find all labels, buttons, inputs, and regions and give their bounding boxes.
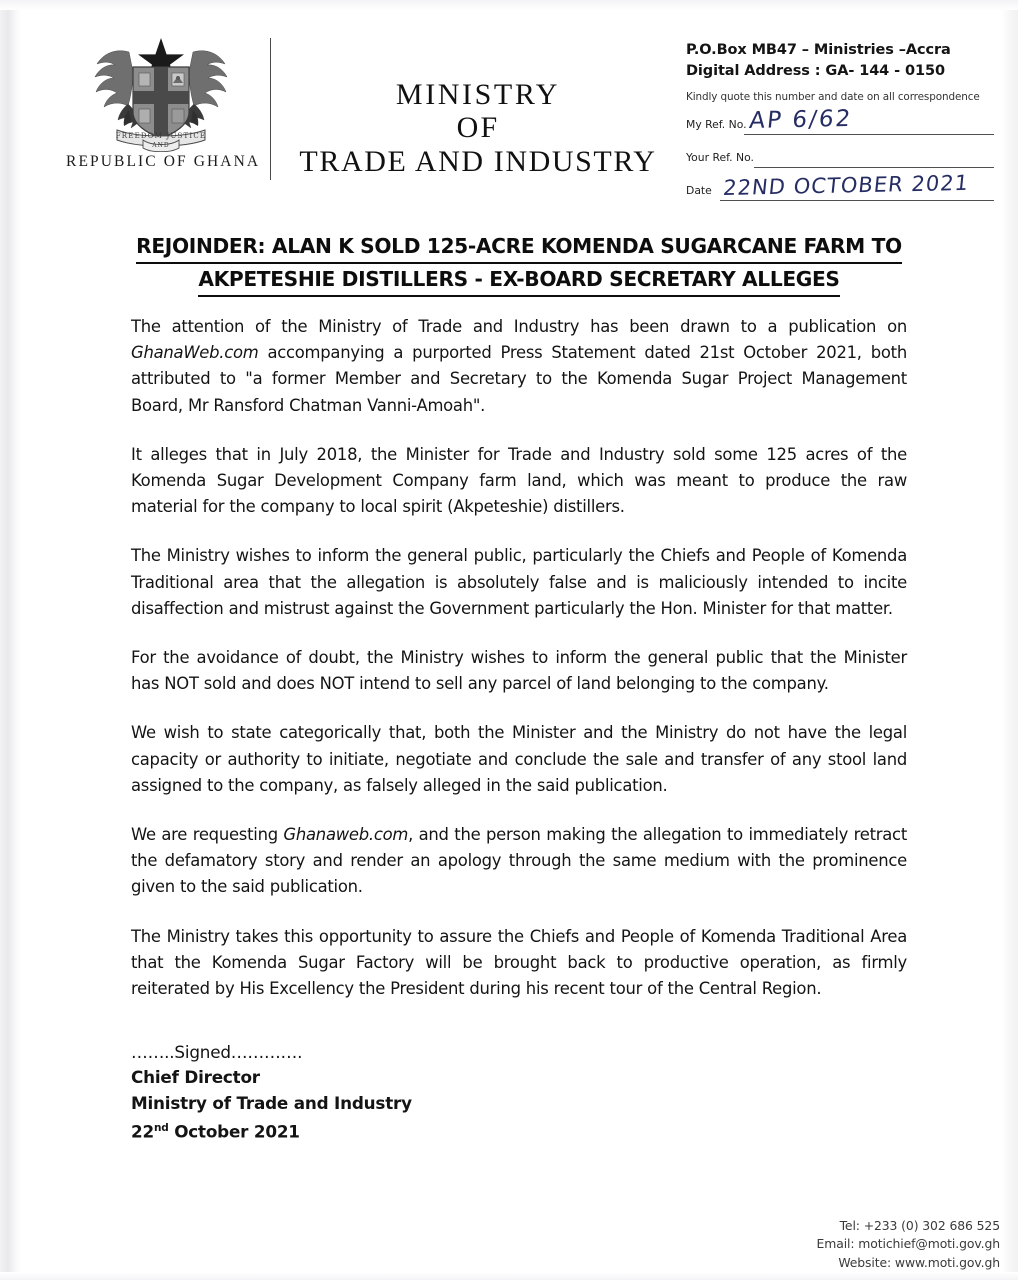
signed-line: ……..Signed…………. [131,1042,303,1062]
footer-tel: Tel: +233 (0) 302 686 525 [839,1217,1000,1233]
contact-footer [670,1217,1000,1273]
ministry-masthead [286,78,670,179]
my-ref-rule [744,134,994,135]
po-box-line: P.O.Box MB47 – Ministries –Accra [686,42,951,58]
date-rule [720,200,994,201]
signoff-date-number: 22 [131,1121,154,1142]
text-run: accompanying a purported Press Statement dated 21st October 2021, both attributed to "a former Member and Secretary to the Komenda Sugar Project Management Board, Mr Ransford Chatman Vanni-Amoah". [131,343,907,415]
svg-text:FREEDOM JUSTICE: FREEDOM JUSTICE [115,132,207,140]
signature-block [131,1040,412,1145]
italic-run: GhanaWeb.com [131,343,259,363]
masthead-line-trade-and-industry: TRADE AND INDUSTRY [299,145,657,178]
signoff-date-rest: October 2021 [168,1121,300,1142]
para-attention [131,314,907,419]
signoff-date [131,1116,412,1145]
text-run: , and the person making the allegation to immediately retract the defamatory story and render an apology through the same medium with the prominence given to the said publication. [131,825,907,897]
document-title [131,231,907,297]
text-run: It alleges that in July 2018, the Minister for Trade and Industry sold some 125 acres of the Komenda Sugar Development Company farm land, which was meant to produce the raw material for the company to local spirit (Akpeteshie) distillers. [131,444,907,517]
text-run: We are requesting [131,825,284,845]
para-avoidance-of-doubt [131,645,907,697]
para-allegation [131,442,907,521]
document-title-line-2: AKPETESHIE DISTILLERS - EX-BOARD SECRETARY ALLEGES [198,264,839,297]
letterhead [0,0,1018,205]
ghana-coat-of-arms-icon [81,34,241,152]
scan-edge-bottom [0,1272,1018,1280]
signatory-role: Chief Director [131,1067,260,1087]
my-ref-row [686,105,994,136]
para-retraction-request [131,822,907,901]
digital-address-line: Digital Address : GA- 144 - 0150 [686,63,945,79]
your-ref-label: Your Ref. No. [686,151,754,164]
address-block [686,40,994,202]
text-run: We wish to state categorically that, both the Minister and the Ministry do not have the legal capacity or authority to initiate, negotiate and conclude the sale and transfer of any stool land assigned to the company, as falsely alleged in the said publication. [131,723,907,795]
text-run: The Ministry takes this opportunity to assure the Chiefs and People of Komenda Traditional Area that the Komenda Sugar Factory will be brought back to productive operation, as firmly reiterated by His Excellency the President during his recent tour of the Central Region. [131,926,907,999]
para-assurance [131,924,907,1003]
date-value-handwritten: 22ND OCTOBER 2021 [722,170,971,200]
my-ref-value-handwritten: AP 6/62 [748,105,854,134]
masthead-line-of: OF [456,111,500,144]
text-run: The Ministry wishes to inform the general public, particularly the Chiefs and People of Komenda Traditional area that the allegation is absolutely false and is maliciously intended to incite disaffection and mistrust against the Government particularly the Hon. Minister for that matter. [131,546,907,618]
signoff-date-suffix: nd [153,1122,169,1134]
para-legal-capacity [131,720,907,799]
text-run: The attention of the Ministry of Trade and Industry has been drawn to a publication on [131,317,907,336]
date-label: Date [686,184,712,197]
letterhead-divider [270,38,271,180]
document-title-line-1: REJOINDER: ALAN K SOLD 125-ACRE KOMENDA SUGARCANE FARM TO [136,231,902,264]
para-inform-public [131,543,907,622]
date-row [686,171,994,202]
svg-text:AND: AND [152,142,170,149]
text-run: For the avoidance of doubt, the Ministry wishes to inform the general public that the Minister has NOT sold and does NOT intend to sell any parcel of land belonging to the company. [131,648,907,694]
quote-reference-note: Kindly quote this number and date on all correspondence [686,91,980,103]
crest-block [66,34,261,171]
masthead-line-ministry: MINISTRY [395,78,561,111]
footer-email: Email: motichief@moti.gov.gh [816,1236,1000,1251]
italic-run: Ghanaweb.com [283,825,409,845]
signatory-organisation: Ministry of Trade and Industry [131,1092,412,1113]
your-ref-row [686,138,994,169]
footer-website: Website: www.moti.gov.gh [838,1254,1000,1270]
my-ref-label: My Ref. No. [686,118,747,131]
document-body [131,314,907,1025]
your-ref-rule [754,167,994,168]
republic-of-ghana-label: REPUBLIC OF GHANA [66,153,261,170]
